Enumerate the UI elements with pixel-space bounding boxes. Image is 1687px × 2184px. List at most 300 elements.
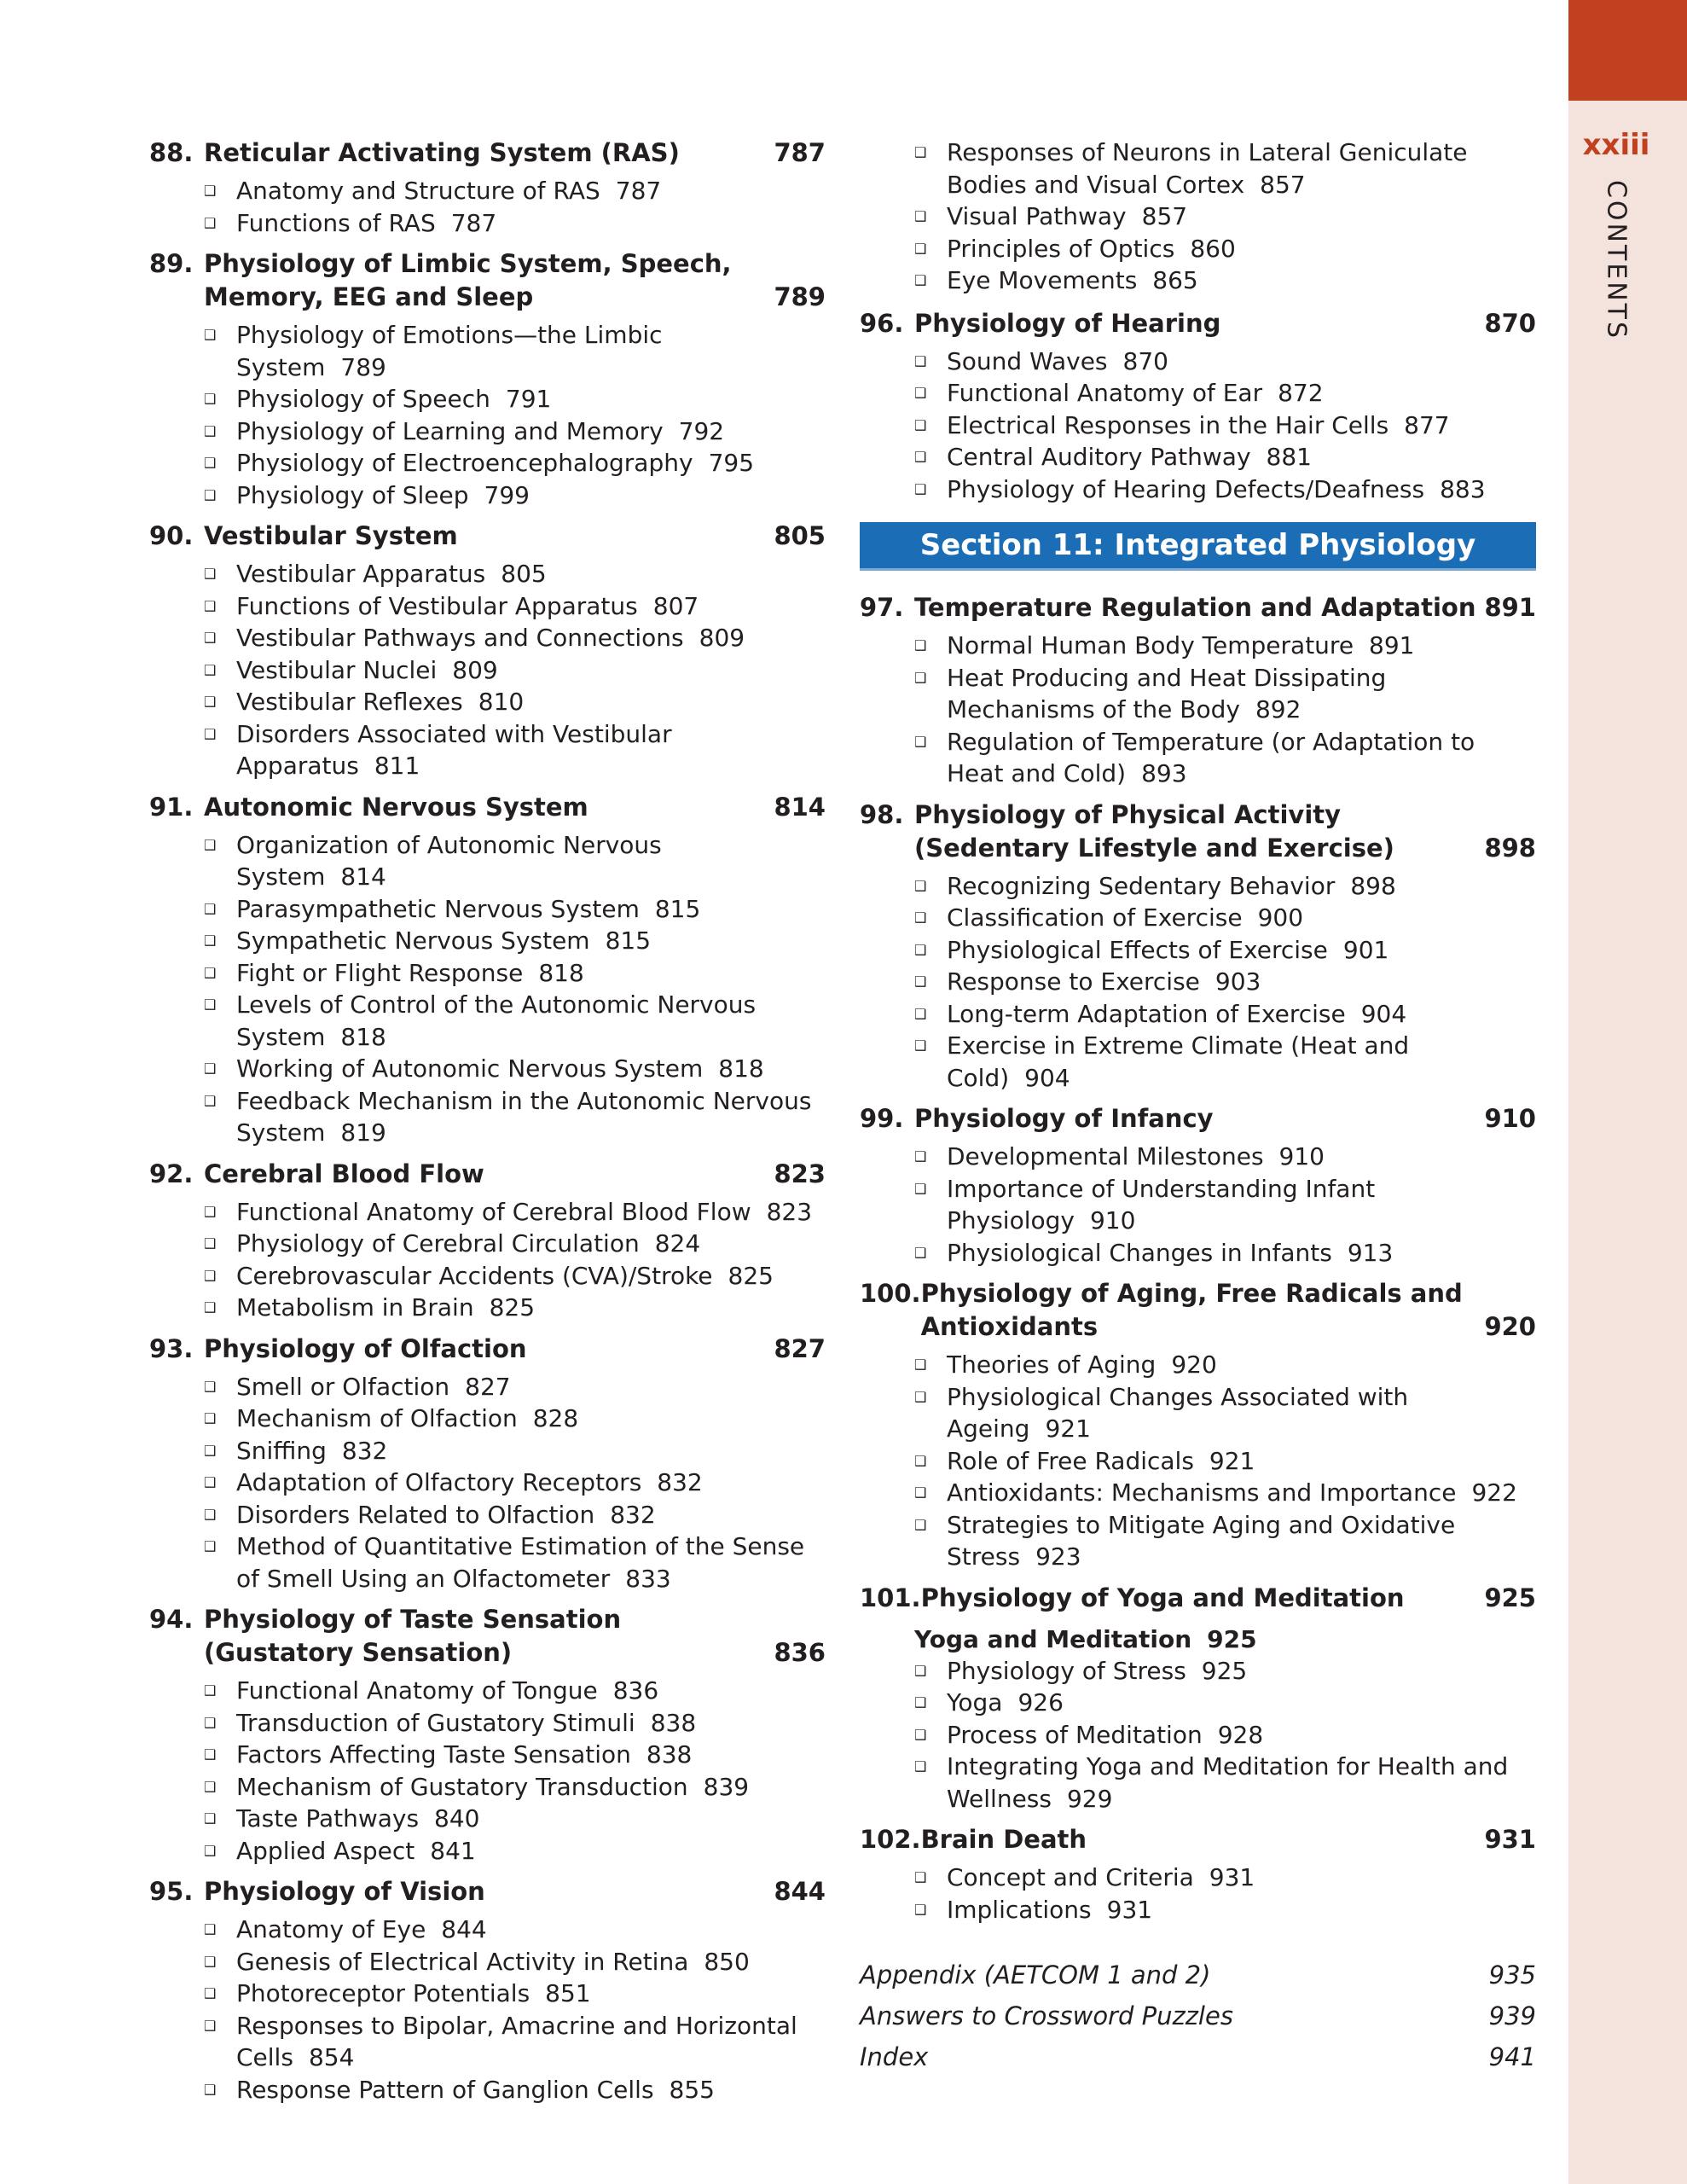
- item-page: 870: [1122, 346, 1168, 375]
- item-page: 913: [1347, 1238, 1394, 1267]
- toc-item[interactable]: [914, 136, 1536, 200]
- toc-item[interactable]: [204, 1292, 826, 1324]
- item-page: 891: [1369, 631, 1415, 659]
- toc-item[interactable]: [914, 662, 1536, 726]
- item-page: 893: [1141, 759, 1187, 787]
- chapter-number: 90.: [149, 521, 194, 550]
- item-title: Sniffing: [236, 1436, 327, 1465]
- toc-item[interactable]: [204, 1435, 826, 1467]
- item-page: 832: [341, 1436, 388, 1465]
- toc-item[interactable]: [914, 233, 1536, 265]
- toc-item[interactable]: [204, 415, 826, 448]
- chapter-title: Physiology of Taste Sensation (Gustatory Sensation): [204, 1605, 622, 1667]
- item-page: 925: [1201, 1656, 1248, 1685]
- chapter-number: 99.: [860, 1104, 904, 1133]
- chapter-heading[interactable]: [860, 591, 1536, 624]
- item-title: Functional Anatomy of Tongue: [236, 1676, 598, 1705]
- item-title: Organization of Autonomic Nervous System: [236, 830, 662, 891]
- item-title: Exercise in Extreme Climate (Heat and Cold): [947, 1031, 1410, 1092]
- chapter-page: 920: [1484, 1312, 1536, 1341]
- item-page: 825: [728, 1261, 774, 1290]
- item-page: 857: [1141, 202, 1188, 230]
- item-title: Implications: [947, 1895, 1092, 1924]
- item-title: Central Auditory Pathway: [947, 443, 1251, 471]
- toc-item[interactable]: [204, 718, 826, 782]
- item-page: 877: [1404, 410, 1450, 439]
- toc-item[interactable]: [914, 1509, 1536, 1573]
- item-title: Physiological Changes Associated with Ageing: [947, 1382, 1409, 1443]
- item-page: 922: [1471, 1478, 1517, 1507]
- toc-item[interactable]: [914, 1894, 1536, 1926]
- section-banner: Section 11: Integrated Physiology: [860, 522, 1536, 571]
- item-title: Vestibular Nuclei: [236, 655, 438, 684]
- chapter-number: 94.: [149, 1605, 194, 1634]
- item-page: 838: [646, 1740, 693, 1769]
- item-page: 828: [532, 1404, 579, 1432]
- continued-items: [860, 136, 1536, 297]
- chapter-page: 931: [1484, 1825, 1536, 1854]
- chapter-heading[interactable]: [149, 136, 826, 170]
- toc-item[interactable]: [204, 893, 826, 926]
- chapter-items: [149, 829, 826, 1149]
- chapter-items: [860, 1141, 1536, 1269]
- toc-item[interactable]: [204, 207, 826, 240]
- chapter-number: 102.: [860, 1825, 921, 1854]
- item-title: Physiological Changes in Infants: [947, 1238, 1332, 1267]
- item-page: 807: [652, 591, 699, 620]
- item-page: 865: [1152, 266, 1198, 294]
- item-page: 787: [450, 208, 497, 237]
- toc-item[interactable]: [204, 957, 826, 990]
- item-page: 824: [654, 1229, 701, 1258]
- chapter-items: [860, 870, 1536, 1095]
- page-number: xxiii: [1582, 128, 1650, 162]
- item-title: Metabolism in Brain: [236, 1293, 474, 1321]
- chapter-heading[interactable]: [149, 791, 826, 824]
- toc-item[interactable]: [204, 1978, 826, 2010]
- chapter-entry: [149, 247, 826, 511]
- chapter-heading[interactable]: [860, 307, 1536, 340]
- toc-item[interactable]: [914, 1141, 1536, 1173]
- chapter-items: [149, 1675, 826, 1867]
- chapter-page: 823: [774, 1159, 826, 1188]
- chapter-page: 910: [1484, 1104, 1536, 1133]
- item-title: Mechanism of Gustatory Transduction: [236, 1772, 688, 1801]
- item-page: 792: [678, 416, 725, 445]
- chapter-title: Autonomic Nervous System: [204, 792, 588, 822]
- item-page: 881: [1266, 443, 1312, 471]
- item-title: Process of Meditation: [947, 1720, 1203, 1749]
- appendix-entry[interactable]: [860, 1955, 1536, 1995]
- chapter-title: Physiology of Aging, Free Radicals and Antioxidants: [920, 1279, 1463, 1341]
- appendix-page: 935: [1488, 1960, 1536, 1989]
- item-page: 904: [1024, 1063, 1070, 1092]
- toc-item[interactable]: [204, 925, 826, 957]
- toc-item[interactable]: [204, 2010, 826, 2074]
- chapter-number: 98.: [860, 799, 904, 829]
- item-page: 839: [703, 1772, 750, 1801]
- chapter-items: [860, 1349, 1536, 1573]
- toc-item[interactable]: [914, 1381, 1536, 1445]
- toc-item[interactable]: [914, 726, 1536, 790]
- toc-item[interactable]: [914, 410, 1536, 442]
- appendix-page: 939: [1488, 2001, 1536, 2030]
- chapter-items: [149, 1371, 826, 1595]
- item-title: Smell or Olfaction: [236, 1372, 450, 1401]
- toc-item[interactable]: [204, 829, 826, 893]
- toc-item[interactable]: [914, 441, 1536, 473]
- toc-item[interactable]: [204, 1531, 826, 1594]
- left-column: [149, 136, 826, 2114]
- chapter-heading[interactable]: [860, 1823, 1536, 1856]
- toc-item[interactable]: [914, 630, 1536, 662]
- chapter-entry: [149, 1158, 826, 1324]
- item-page: 860: [1190, 234, 1236, 263]
- chapter-page: 805: [774, 521, 826, 550]
- toc-item[interactable]: [914, 346, 1536, 378]
- item-title: Parasympathetic Nervous System: [236, 894, 640, 923]
- item-title: Antioxidants: Mechanisms and Importance: [947, 1478, 1457, 1507]
- item-page: 827: [465, 1372, 511, 1401]
- item-title: Yoga: [947, 1688, 1003, 1716]
- toc-item[interactable]: [204, 590, 826, 623]
- chapter-entry: [149, 1603, 826, 1867]
- item-title: Response Pattern of Ganglion Cells: [236, 2075, 654, 2104]
- chapter-title: Temperature Regulation and Adaptation: [914, 593, 1476, 622]
- toc-item[interactable]: [204, 558, 826, 590]
- toc-item[interactable]: [204, 1803, 826, 1835]
- item-page: 810: [478, 688, 525, 716]
- item-page: 931: [1106, 1895, 1153, 1924]
- item-title: Physiology of Stress: [947, 1656, 1186, 1685]
- item-title: Theories of Aging: [947, 1350, 1157, 1379]
- item-title: Developmental Milestones: [947, 1142, 1264, 1170]
- toc-item[interactable]: [914, 1862, 1536, 1894]
- chapter-heading[interactable]: [860, 799, 1536, 865]
- item-page: 872: [1278, 379, 1324, 407]
- toc-item[interactable]: [204, 479, 826, 512]
- chapter-entry: [860, 799, 1536, 1095]
- item-page: 904: [1360, 999, 1407, 1028]
- toc-item[interactable]: [914, 200, 1536, 233]
- item-title: Physiology of Electroencephalography: [236, 449, 693, 477]
- chapter-heading[interactable]: [149, 520, 826, 553]
- item-title: Factors Affecting Taste Sensation: [236, 1740, 631, 1769]
- toc-item[interactable]: [204, 1260, 826, 1292]
- chapter-number: 95.: [149, 1877, 194, 1906]
- item-page: 841: [430, 1836, 476, 1865]
- item-page: 910: [1089, 1206, 1136, 1234]
- toc-item[interactable]: [204, 1371, 826, 1403]
- item-title: Functional Anatomy of Cerebral Blood Flow: [236, 1197, 751, 1226]
- right-column: [860, 136, 1536, 2077]
- item-page: 910: [1278, 1142, 1325, 1170]
- appendix-entry[interactable]: [860, 2036, 1536, 2077]
- item-title: Functions of Vestibular Apparatus: [236, 591, 638, 620]
- toc-item[interactable]: [914, 1477, 1536, 1509]
- toc-item[interactable]: [914, 870, 1536, 903]
- item-page: 825: [489, 1293, 536, 1321]
- item-page: 901: [1342, 935, 1389, 964]
- item-title: Vestibular Reflexes: [236, 688, 463, 716]
- item-title: Response to Exercise: [947, 967, 1200, 996]
- item-page: 809: [452, 655, 498, 684]
- item-title: Eye Movements: [947, 266, 1138, 294]
- chapter-title: Physiology of Yoga and Meditation: [920, 1583, 1405, 1612]
- chapter-number: 101.: [860, 1583, 921, 1612]
- toc-item[interactable]: [204, 989, 826, 1053]
- item-page: 799: [484, 480, 530, 509]
- contents-label: CONTENTS: [1601, 179, 1632, 341]
- toc-item[interactable]: [204, 1707, 826, 1740]
- chapter-entry: [860, 591, 1536, 790]
- chapter-heading[interactable]: [149, 1333, 826, 1366]
- item-page: 818: [718, 1054, 764, 1083]
- item-title: Strategies to Mitigate Aging and Oxidative Stress: [947, 1510, 1456, 1571]
- chapter-items: [149, 175, 826, 239]
- toc-item[interactable]: [914, 377, 1536, 410]
- item-title: Concept and Criteria: [947, 1863, 1194, 1891]
- item-title: Mechanism of Olfaction: [236, 1404, 518, 1432]
- item-page: 883: [1440, 474, 1486, 503]
- toc-item[interactable]: [204, 1914, 826, 1946]
- chapter-page: 836: [774, 1638, 826, 1667]
- chapter-number: 91.: [149, 792, 194, 822]
- side-tab: [1568, 0, 1687, 101]
- item-title: Physiology of Emotions—the Limbic System: [236, 321, 663, 381]
- item-title: Functions of RAS: [236, 208, 436, 237]
- toc-item[interactable]: [914, 966, 1536, 998]
- item-page: 809: [699, 624, 745, 652]
- item-title: Classification of Exercise: [947, 903, 1243, 932]
- chapter-page: 891: [1484, 593, 1536, 622]
- item-page: 926: [1017, 1688, 1064, 1716]
- toc-item[interactable]: [914, 1237, 1536, 1269]
- item-title: Electrical Responses in the Hair Cells: [947, 410, 1389, 439]
- toc-item[interactable]: [914, 1687, 1536, 1719]
- item-page: 836: [612, 1676, 659, 1705]
- chapter-number: 93.: [149, 1333, 194, 1363]
- toc-item[interactable]: [204, 1403, 826, 1435]
- toc-item[interactable]: [204, 1499, 826, 1531]
- subheading-page: 925: [1207, 1624, 1257, 1653]
- chapter-title: Brain Death: [920, 1825, 1087, 1854]
- chapter-items: [149, 558, 826, 782]
- toc-item[interactable]: [204, 1053, 826, 1085]
- item-title: Importance of Understanding Infant Physiology: [947, 1174, 1376, 1234]
- item-title: Long-term Adaptation of Exercise: [947, 999, 1346, 1028]
- toc-item[interactable]: [204, 686, 826, 718]
- item-page: 819: [340, 1118, 386, 1147]
- item-title: Role of Free Radicals: [947, 1446, 1194, 1475]
- toc-item[interactable]: [204, 319, 826, 383]
- chapter-number: 88.: [149, 138, 194, 167]
- chapter-entry: [860, 1277, 1536, 1573]
- appendix-title: Index: [860, 2042, 929, 2071]
- item-title: Physiology of Sleep: [236, 480, 469, 509]
- item-title: Functional Anatomy of Ear: [947, 379, 1263, 407]
- toc-item[interactable]: [204, 175, 826, 207]
- item-title: Vestibular Pathways and Connections: [236, 624, 684, 652]
- toc-item[interactable]: [914, 1030, 1536, 1094]
- toc-item[interactable]: [204, 1085, 826, 1149]
- chapter-page: 787: [774, 138, 826, 167]
- item-page: 844: [441, 1915, 487, 1943]
- toc-item[interactable]: [914, 1349, 1536, 1381]
- item-page: 832: [657, 1468, 703, 1496]
- toc-item[interactable]: [204, 1835, 826, 1867]
- item-title: Method of Quantitative Estimation of the Sense of Smell Using an Olfactometer: [236, 1532, 805, 1593]
- chapter-title: Physiology of Vision: [204, 1877, 485, 1906]
- chapter-entry: [860, 1582, 1536, 1815]
- toc-item[interactable]: [204, 1675, 826, 1707]
- item-title: Visual Pathway: [947, 202, 1127, 230]
- item-page: 854: [308, 2043, 355, 2071]
- toc-item[interactable]: [204, 1196, 826, 1228]
- toc-item[interactable]: [914, 1719, 1536, 1751]
- chapter-items: [860, 1655, 1536, 1815]
- item-title: Normal Human Body Temperature: [947, 631, 1354, 659]
- chapter-entry: [149, 1875, 826, 2106]
- toc-item[interactable]: [914, 1655, 1536, 1687]
- item-title: Adaptation of Olfactory Receptors: [236, 1468, 642, 1496]
- item-page: 818: [538, 958, 584, 987]
- chapter-heading[interactable]: [149, 1875, 826, 1908]
- item-page: 815: [654, 894, 701, 923]
- item-page: 838: [650, 1708, 697, 1737]
- chapter-title: Physiology of Infancy: [914, 1104, 1214, 1133]
- chapter-number: 92.: [149, 1159, 194, 1188]
- chapter-title: Physiology of Hearing: [914, 308, 1221, 338]
- item-page: 787: [615, 177, 662, 205]
- item-title: Applied Aspect: [236, 1836, 415, 1865]
- toc-item[interactable]: [914, 1445, 1536, 1478]
- item-title: Physiological Effects of Exercise: [947, 935, 1328, 964]
- toc-item[interactable]: [914, 1751, 1536, 1815]
- chapter-page: 789: [774, 282, 826, 311]
- chapter-heading[interactable]: [860, 1582, 1536, 1615]
- item-page: 850: [704, 1947, 750, 1976]
- item-title: Transduction of Gustatory Stimuli: [236, 1708, 635, 1737]
- item-page: 832: [610, 1500, 656, 1529]
- toc-item[interactable]: [204, 2074, 826, 2106]
- chapter-heading[interactable]: [149, 1158, 826, 1191]
- toc-item[interactable]: [204, 1467, 826, 1499]
- item-title: Physiology of Speech: [236, 385, 490, 413]
- chapter-items: [149, 1914, 826, 2106]
- chapter-number: 100.: [860, 1279, 921, 1308]
- item-page: 823: [766, 1197, 813, 1226]
- item-title: Levels of Control of the Autonomic Nervous System: [236, 990, 757, 1051]
- chapter-title: Vestibular System: [204, 521, 458, 550]
- item-title: Feedback Mechanism in the Autonomic Nervous System: [236, 1086, 812, 1147]
- chapter-title: Reticular Activating System (RAS): [204, 138, 680, 167]
- chapter-page: 925: [1484, 1583, 1536, 1612]
- subheading-title: Yoga and Meditation: [914, 1624, 1192, 1653]
- chapter-page: 814: [774, 792, 826, 822]
- chapter-page: 844: [774, 1877, 826, 1906]
- item-title: Fight or Flight Response: [236, 958, 524, 987]
- chapter-heading[interactable]: [149, 1603, 826, 1670]
- toc-item[interactable]: [204, 383, 826, 415]
- appendix-entry[interactable]: [860, 1995, 1536, 2036]
- item-page: 815: [605, 926, 652, 955]
- toc-item[interactable]: [914, 934, 1536, 967]
- item-page: 931: [1209, 1863, 1255, 1891]
- subheading[interactable]: [914, 1623, 1536, 1655]
- toc-item[interactable]: [204, 1946, 826, 1978]
- chapter-page: 827: [774, 1333, 826, 1363]
- item-title: Cerebrovascular Accidents (CVA)/Stroke: [236, 1261, 713, 1290]
- chapter-heading[interactable]: [149, 247, 826, 314]
- chapter-title: Physiology of Olfaction: [204, 1333, 527, 1363]
- item-page: 900: [1257, 903, 1304, 932]
- item-page: 795: [708, 449, 755, 477]
- item-title: Genesis of Electrical Activity in Retina: [236, 1947, 689, 1976]
- item-title: Physiology of Hearing Defects/Deafness: [947, 474, 1425, 503]
- chapter-title: Cerebral Blood Flow: [204, 1159, 484, 1188]
- item-title: Responses of Neurons in Lateral Geniculate Bodies and Visual Cortex: [947, 138, 1468, 199]
- item-title: Taste Pathways: [236, 1804, 420, 1833]
- item-title: Photoreceptor Potentials: [236, 1979, 530, 2007]
- chapter-items: [860, 346, 1536, 506]
- item-page: 928: [1217, 1720, 1264, 1749]
- item-title: Heat Producing and Heat Dissipating Mechanisms of the Body: [947, 663, 1387, 723]
- chapter-items: [860, 1862, 1536, 1926]
- toc-item[interactable]: [914, 473, 1536, 506]
- item-title: Physiology of Learning and Memory: [236, 416, 664, 445]
- chapter-number: 97.: [860, 593, 904, 622]
- item-page: 923: [1035, 1542, 1081, 1571]
- chapter-entry: [860, 1823, 1536, 1926]
- chapter-items: [149, 1196, 826, 1324]
- toc-item[interactable]: [204, 1228, 826, 1260]
- item-page: 929: [1066, 1784, 1113, 1813]
- item-page: 903: [1215, 967, 1261, 996]
- item-page: 892: [1255, 695, 1301, 723]
- toc-item[interactable]: [914, 264, 1536, 297]
- item-title: Anatomy of Eye: [236, 1915, 426, 1943]
- chapter-title: Physiology of Physical Activity (Sedentary Lifestyle and Exercise): [914, 799, 1394, 863]
- item-title: Disorders Associated with Vestibular Apparatus: [236, 719, 672, 780]
- item-page: 805: [501, 560, 547, 588]
- toc-item[interactable]: [914, 1173, 1536, 1237]
- appendix-title: Answers to Crossword Puzzles: [860, 2001, 1233, 2030]
- item-page: 818: [340, 1022, 386, 1051]
- appendix-list: [860, 1955, 1536, 2077]
- item-page: 920: [1171, 1350, 1217, 1379]
- appendix-page: 941: [1488, 2042, 1536, 2071]
- toc-item[interactable]: [204, 622, 826, 654]
- toc-item[interactable]: [204, 447, 826, 479]
- item-page: 791: [505, 385, 552, 413]
- toc-item[interactable]: [204, 1739, 826, 1771]
- toc-item[interactable]: [204, 1771, 826, 1804]
- item-title: Vestibular Apparatus: [236, 560, 486, 588]
- item-title: Disorders Related to Olfaction: [236, 1500, 595, 1529]
- item-page: 898: [1350, 871, 1396, 900]
- chapter-items: [860, 630, 1536, 790]
- chapter-heading[interactable]: [860, 1102, 1536, 1136]
- toc-item[interactable]: [204, 654, 826, 687]
- toc-item[interactable]: [914, 998, 1536, 1031]
- item-title: Working of Autonomic Nervous System: [236, 1054, 704, 1083]
- chapter-page: 898: [1484, 833, 1536, 863]
- toc-item[interactable]: [914, 902, 1536, 934]
- chapter-entry: [149, 1333, 826, 1595]
- chapter-number: 96.: [860, 308, 904, 338]
- chapter-heading[interactable]: [860, 1277, 1536, 1344]
